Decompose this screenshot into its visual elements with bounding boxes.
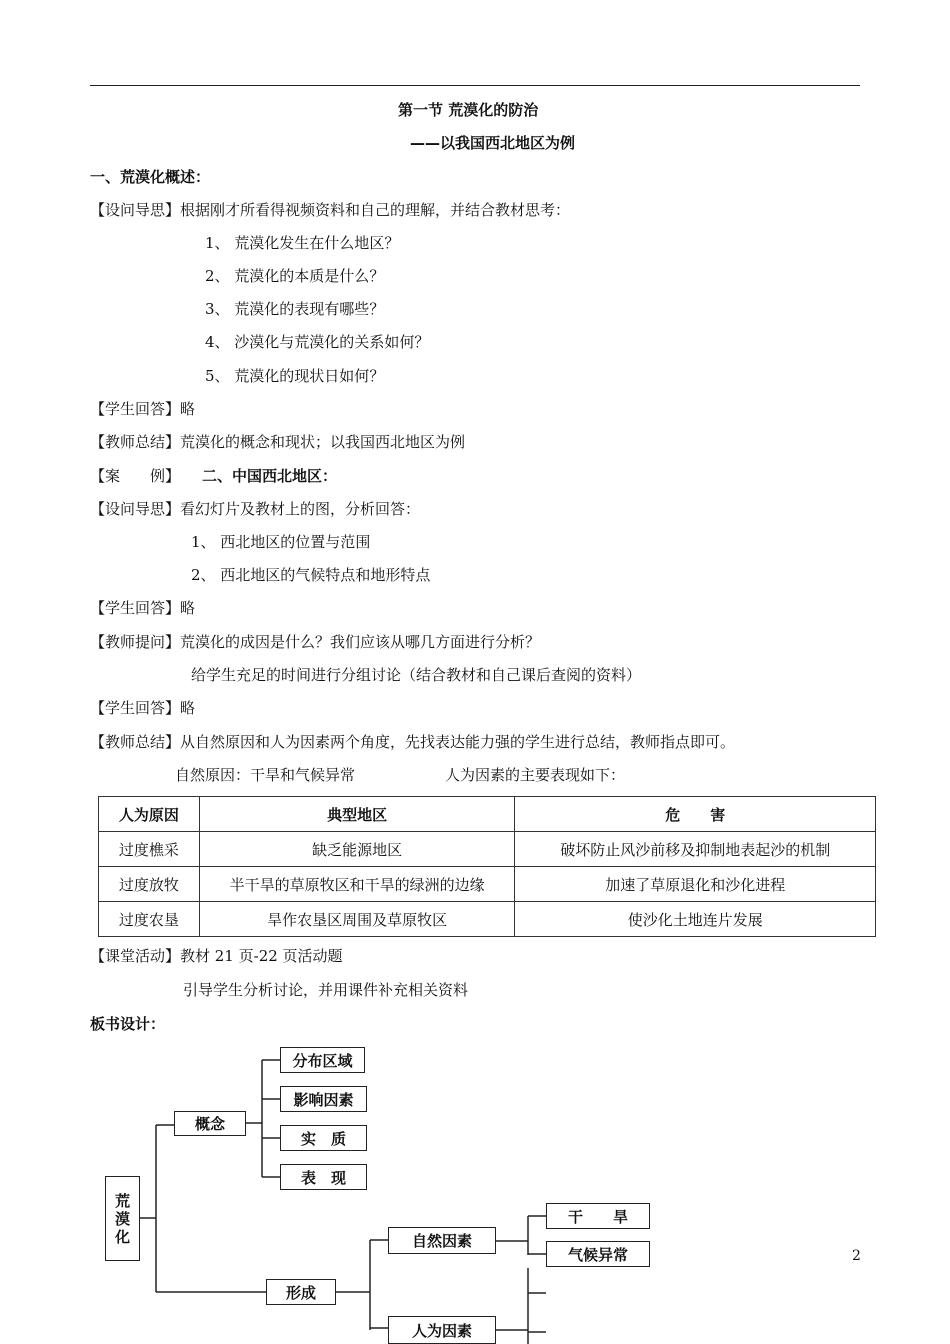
board-manifestation: 表 现 [280,1164,367,1190]
question-item: 3、 荒漠化的表现有哪些？ [205,300,385,318]
board-natural-factors: 自然因素 [388,1227,496,1254]
board-climate-anomaly: 气候异常 [546,1241,650,1267]
table-cell: 半干旱的草原牧区和干旱的绿洲的边缘 [199,867,515,902]
discussion-note: 给学生充足的时间进行分组讨论（结合教材和自己课后查阅的资料） [191,666,642,684]
question-item: 2、 西北地区的气候特点和地形特点 [191,566,431,584]
guide-text: 根据刚才所看得视频资料和自己的理解，并结合教材思考： [180,201,571,219]
board-root-desertification [105,1176,140,1261]
teacher-question: 【教师提问】荒漠化的成因是什么？我们应该从哪几方面进行分析？ [90,633,541,651]
question-item: 5、 荒漠化的现状日如何？ [205,367,385,385]
question-item: 1、 西北地区的位置与范围 [191,533,371,551]
case-tag: 【案 例】 [90,467,181,485]
board-formation: 形成 [266,1279,336,1305]
board-human-factors: 人为因素 [388,1316,496,1344]
board-concept: 概念 [174,1111,246,1136]
table-cell: 过度农垦 [99,902,200,937]
table-cell: 旱作农垦区周围及草原牧区 [199,902,515,937]
board-distribution-area: 分布区域 [280,1047,365,1073]
table-header: 人为原因 [99,797,200,832]
activity-note: 引导学生分析讨论，并用课件补充相关资料 [183,981,469,999]
section-heading-overview: 一、荒漠化概述： [90,168,211,186]
board-root-char: 漠 [114,1209,130,1228]
board-design-heading: 板书设计： [90,1015,166,1033]
table-cell: 破坏防止风沙前移及抑制地表起沙的机制 [515,832,876,867]
teacher-summary: 【教师总结】从自然原因和人为因素两个角度，先找表达能力强的学生进行总结，教师指点即可。 [90,733,736,751]
board-root-char: 荒 [114,1191,130,1210]
guide-paragraph-2: 【设问导思】看幻灯片及教材上的图，分析回答： [90,500,421,518]
doc-title: 第一节 荒漠化的防治 [398,101,539,119]
guide-tag: 【设问导思】 [90,201,181,219]
doc-subtitle: ——以我国西北地区为例 [410,134,576,152]
natural-causes-line: 自然原因：干旱和气候异常 [175,766,356,784]
table-cell: 过度放牧 [99,867,200,902]
question-item: 1、 荒漠化发生在什么地区？ [205,234,400,252]
question-item: 2、 荒漠化的本质是什么？ [205,267,385,285]
table-cell: 过度樵采 [99,832,200,867]
table-header: 危 害 [515,797,876,832]
page-number: 2 [852,1248,861,1264]
student-answer: 【学生回答】略 [90,699,196,717]
table-cell: 缺乏能源地区 [199,832,515,867]
teacher-summary: 【教师总结】荒漠化的概念和现状；以我国西北地区为例 [90,433,466,451]
board-drought: 干 旱 [546,1203,650,1229]
board-root-char: 化 [114,1227,130,1246]
board-influencing-factors: 影响因素 [280,1086,367,1112]
question-item: 4、 沙漠化与荒漠化的关系如何？ [205,333,430,351]
table-cell: 加速了草原退化和沙化进程 [515,867,876,902]
student-answer: 【学生回答】略 [90,400,196,418]
section-heading-northwest: 二、中国西北地区： [202,467,338,485]
table-cell: 使沙化土地连片发展 [515,902,876,937]
board-essence: 实 质 [280,1125,367,1151]
class-activity: 【课堂活动】教材 21 页-22 页活动题 [90,947,343,965]
human-causes-line: 人为因素的主要表现如下： [445,766,626,784]
student-answer: 【学生回答】略 [90,599,196,617]
table-header: 典型地区 [199,797,515,832]
